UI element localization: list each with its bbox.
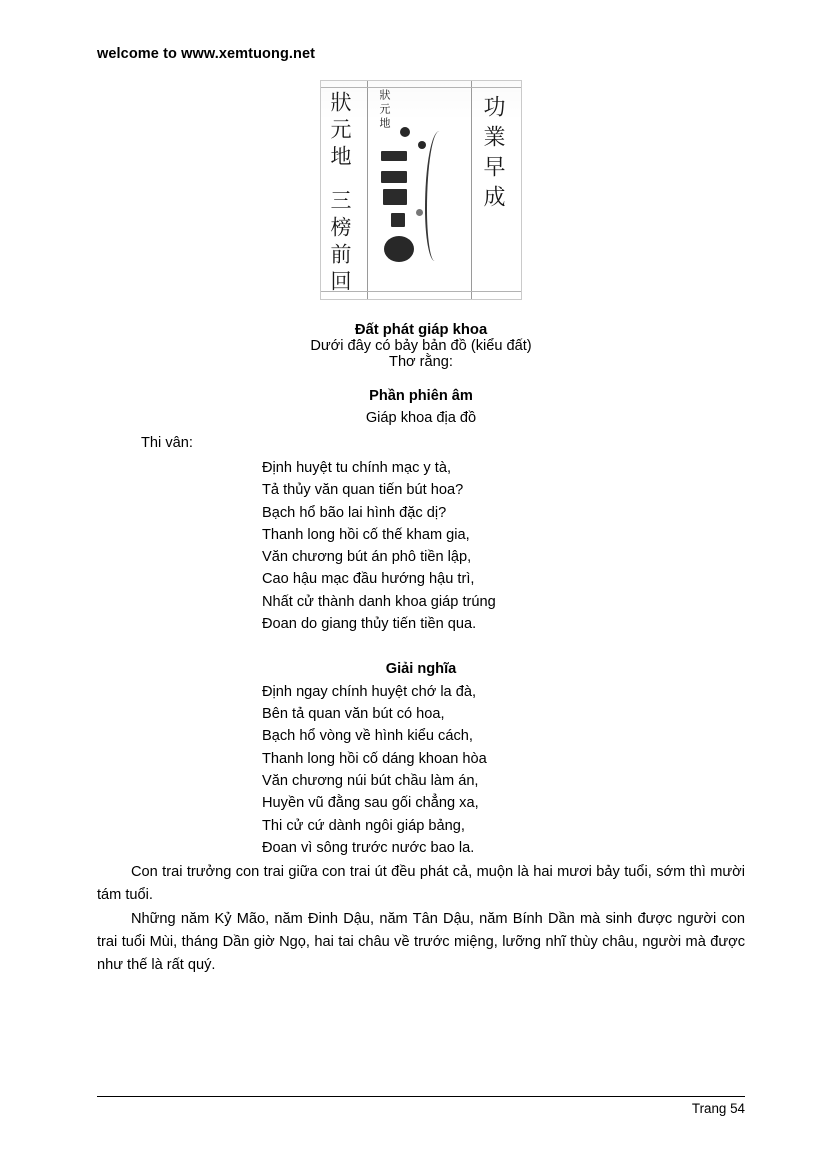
section-title-giai-nghia: Giải nghĩa [385, 661, 457, 678]
figure-dot-small [416, 209, 423, 216]
verse-line: Văn chương núi bút chầu làm án, [262, 773, 479, 790]
figure-cjk-left-top: 狀元地 [328, 91, 352, 172]
section-subtitle-tho-rang: Thơ rằng: [389, 354, 453, 370]
thi-van-row [97, 435, 745, 457]
figure-tablet-1 [381, 151, 407, 161]
verse-line: Đoan vì sông trước nước bao la. [262, 839, 475, 856]
verse-line: Định ngay chính huyệt chớ la đà, [262, 683, 477, 700]
figure-dot-mid [418, 141, 426, 149]
site-watermark: welcome to www.xemtuong.net [97, 46, 316, 62]
thi-van-label: Thi vân: [141, 435, 193, 451]
section-title-phan-phien-am: Phần phiên âm [369, 388, 473, 404]
verse-line: Huyền vũ đằng sau gối chẳng xa, [262, 795, 479, 812]
figure-vertical-rule-left [367, 81, 368, 299]
figure-cjk-right: 功業早成 [480, 95, 505, 215]
verse-line: Thanh long hồi cố dáng khoan hòa [262, 750, 487, 767]
verse-line: Thanh long hồi cố thế kham gia, [262, 526, 470, 543]
verse-line: Nhất cử thành danh khoa giáp trúng [262, 593, 496, 610]
page-number: Trang 54 [691, 1101, 745, 1116]
verse-line: Thi cử cứ dành ngôi giáp bảng, [262, 817, 465, 834]
verse-line: Đoan do giang thủy tiến tiền qua. [262, 616, 477, 633]
section-title-dat-phat-giap-khoa: Đất phát giáp khoa [354, 322, 488, 338]
spacer-1 [97, 370, 745, 386]
section-subtitle-giap-khoa-dia-do: Giáp khoa địa đồ [365, 409, 477, 426]
figure-container [97, 80, 745, 300]
verse-giai-nghia [250, 681, 592, 859]
spacer-2 [97, 635, 745, 659]
figure-tablet-3 [383, 189, 407, 205]
verse-phien-am [250, 457, 592, 635]
verse-line: Bạch hổ vòng về hình kiểu cách, [262, 728, 473, 745]
figure-cjk-middle: 狀元地 [378, 89, 391, 131]
footer-divider [97, 1096, 745, 1097]
verse-line: Bên tả quan văn bút có hoa, [262, 706, 445, 723]
body-paragraph: Những năm Kỷ Mão, năm Đinh Dậu, năm Tân Dậu, năm Bính Dần mà sinh được người con trai tuổi Mùi, tháng Dần giờ Ngọ, hai tai châu về trước miệng, lưỡng nhĩ thùy châu, người mà được như thế là rất quý. [97, 911, 745, 973]
figure-tablet-2 [381, 171, 407, 183]
verse-line: Cao hậu mạc đầu hướng hậu trì, [262, 571, 475, 588]
figure-horizontal-rule-top [321, 87, 521, 88]
verse-line: Văn chương bút án phô tiền lập, [262, 549, 472, 566]
figure-cjk-left-bottom: 三榜前回 [328, 189, 352, 297]
body-paragraph: Con trai trưởng con trai giữa con trai út đều phát cả, muộn là hai mươi bảy tuổi, sớm thì mười tám tuổi. [97, 864, 745, 903]
verse-line: Bạch hổ bão lai hình đặc dị? [262, 504, 447, 521]
page-content [97, 0, 745, 1169]
verse-line: Định huyệt tu chính mạc y tà, [262, 460, 452, 476]
section-subtitle-ban-do: Dưới đây có bảy bản đồ (kiểu đất) [310, 338, 532, 354]
verse-line: Tả thủy văn quan tiến bút hoa? [262, 482, 464, 499]
figure-blob-bottom [384, 236, 414, 262]
figure-tablet-4 [391, 213, 405, 227]
figure-dot-top [400, 127, 410, 137]
figure-vertical-rule-right [471, 81, 472, 299]
giap-khoa-dia-do-illustration [320, 80, 522, 300]
